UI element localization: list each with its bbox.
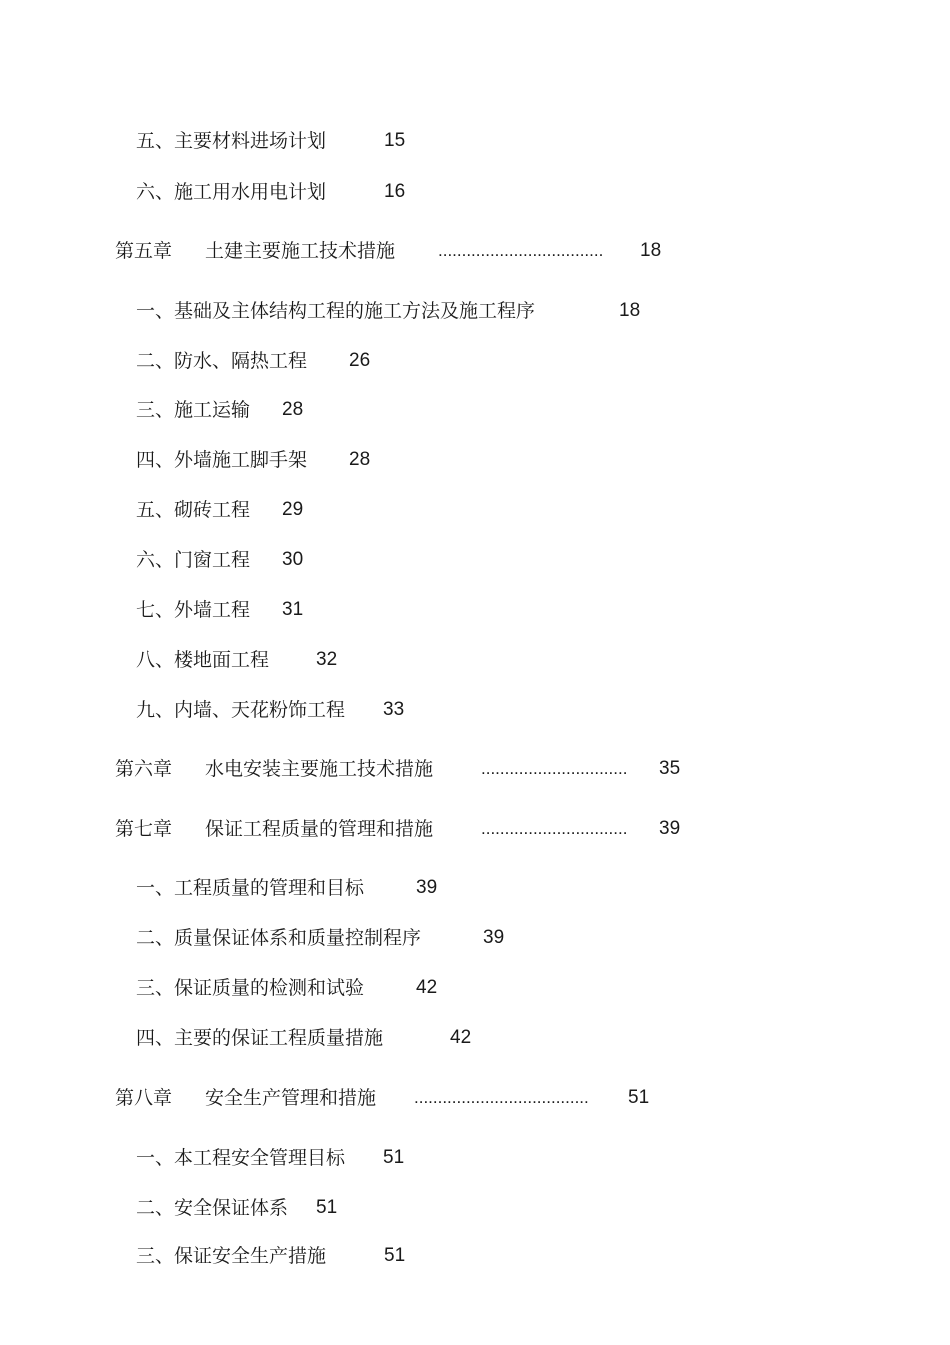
toc-entry[interactable] — [136, 648, 338, 672]
toc-entry-title: 二、安全保证体系 — [136, 1197, 289, 1219]
chapter-title: 安全生产管理和措施 — [205, 1087, 377, 1109]
toc-entry-page: 51 — [316, 1197, 338, 1218]
dot-leader: ................................... — [438, 241, 604, 260]
toc-entry-page: 42 — [416, 977, 438, 998]
toc-entry-page: 30 — [282, 549, 304, 570]
toc-entry-page: 51 — [383, 1147, 405, 1168]
toc-entry-page: 29 — [282, 499, 304, 520]
toc-entry-title: 三、保证安全生产措施 — [136, 1245, 327, 1267]
toc-chapter[interactable] — [115, 817, 681, 841]
toc-entry-page: 42 — [450, 1027, 472, 1048]
dot-leader: ..................................... — [414, 1088, 589, 1107]
toc-entry-title: 一、基础及主体结构工程的施工方法及施工程序 — [136, 300, 536, 322]
toc-entry[interactable] — [136, 876, 438, 900]
toc-entry-title: 一、工程质量的管理和目标 — [136, 877, 365, 899]
toc-entry-title: 三、保证质量的检测和试验 — [136, 977, 365, 999]
toc-entry[interactable] — [136, 548, 304, 572]
toc-entry-page: 51 — [384, 1245, 406, 1266]
toc-entry-page: 32 — [316, 649, 338, 670]
toc-entry-page: 26 — [349, 350, 371, 371]
chapter-label: 第五章 — [115, 240, 173, 262]
toc-entry[interactable] — [136, 1146, 405, 1170]
chapter-title: 土建主要施工技术措施 — [205, 240, 396, 262]
toc-entry-title: 二、质量保证体系和质量控制程序 — [136, 927, 422, 949]
chapter-page: 39 — [659, 818, 681, 839]
toc-entry-title: 一、本工程安全管理目标 — [136, 1147, 346, 1169]
chapter-title: 保证工程质量的管理和措施 — [205, 818, 434, 840]
toc-entry-page: 16 — [384, 181, 406, 202]
toc-entry[interactable] — [136, 498, 304, 522]
toc-entry-title: 四、外墙施工脚手架 — [136, 449, 308, 471]
toc-entry-title: 七、外墙工程 — [136, 599, 251, 621]
toc-entry[interactable] — [136, 976, 438, 1000]
toc-entry-page: 18 — [619, 300, 641, 321]
toc-entry-title: 三、施工运输 — [136, 399, 251, 421]
toc-entry[interactable] — [136, 129, 406, 153]
chapter-label: 第七章 — [115, 818, 173, 840]
toc-entry[interactable] — [136, 698, 405, 722]
toc-entry[interactable] — [136, 398, 304, 422]
toc-entry[interactable] — [136, 299, 641, 323]
chapter-page: 51 — [628, 1087, 650, 1108]
toc-entry-title: 九、内墙、天花粉饰工程 — [136, 699, 346, 721]
toc-entry-page: 28 — [349, 449, 371, 470]
toc-entry-page: 39 — [483, 927, 505, 948]
toc-entry[interactable] — [136, 1026, 472, 1050]
toc-entry[interactable] — [136, 448, 371, 472]
toc-entry[interactable] — [136, 926, 505, 950]
toc-entry[interactable] — [136, 349, 371, 373]
chapter-page: 35 — [659, 758, 681, 779]
toc-entry-page: 33 — [383, 699, 405, 720]
toc-entry-title: 八、楼地面工程 — [136, 649, 270, 671]
dot-leader: ............................... — [481, 819, 628, 838]
chapter-title: 水电安装主要施工技术措施 — [205, 758, 434, 780]
chapter-page: 18 — [640, 240, 662, 261]
toc-entry[interactable] — [136, 180, 406, 204]
toc-entry-page: 39 — [416, 877, 438, 898]
toc-chapter[interactable] — [115, 757, 681, 781]
chapter-label: 第六章 — [115, 758, 173, 780]
toc-entry-title: 五、主要材料进场计划 — [136, 130, 327, 152]
toc-entry-title: 六、门窗工程 — [136, 549, 251, 571]
toc-entry[interactable] — [136, 1196, 338, 1220]
toc-entry-page: 15 — [384, 130, 406, 151]
toc-chapter[interactable] — [115, 1086, 650, 1110]
toc-entry-title: 四、主要的保证工程质量措施 — [136, 1027, 384, 1049]
toc-entry-title: 六、施工用水用电计划 — [136, 181, 327, 203]
toc-entry[interactable] — [136, 1244, 406, 1268]
toc-entry[interactable] — [136, 598, 304, 622]
toc-entry-page: 28 — [282, 399, 304, 420]
dot-leader: ............................... — [481, 759, 628, 778]
toc-entry-title: 二、防水、隔热工程 — [136, 350, 308, 372]
toc-chapter[interactable] — [115, 239, 662, 263]
toc-entry-page: 31 — [282, 599, 304, 620]
toc-entry-title: 五、砌砖工程 — [136, 499, 251, 521]
chapter-label: 第八章 — [115, 1087, 173, 1109]
